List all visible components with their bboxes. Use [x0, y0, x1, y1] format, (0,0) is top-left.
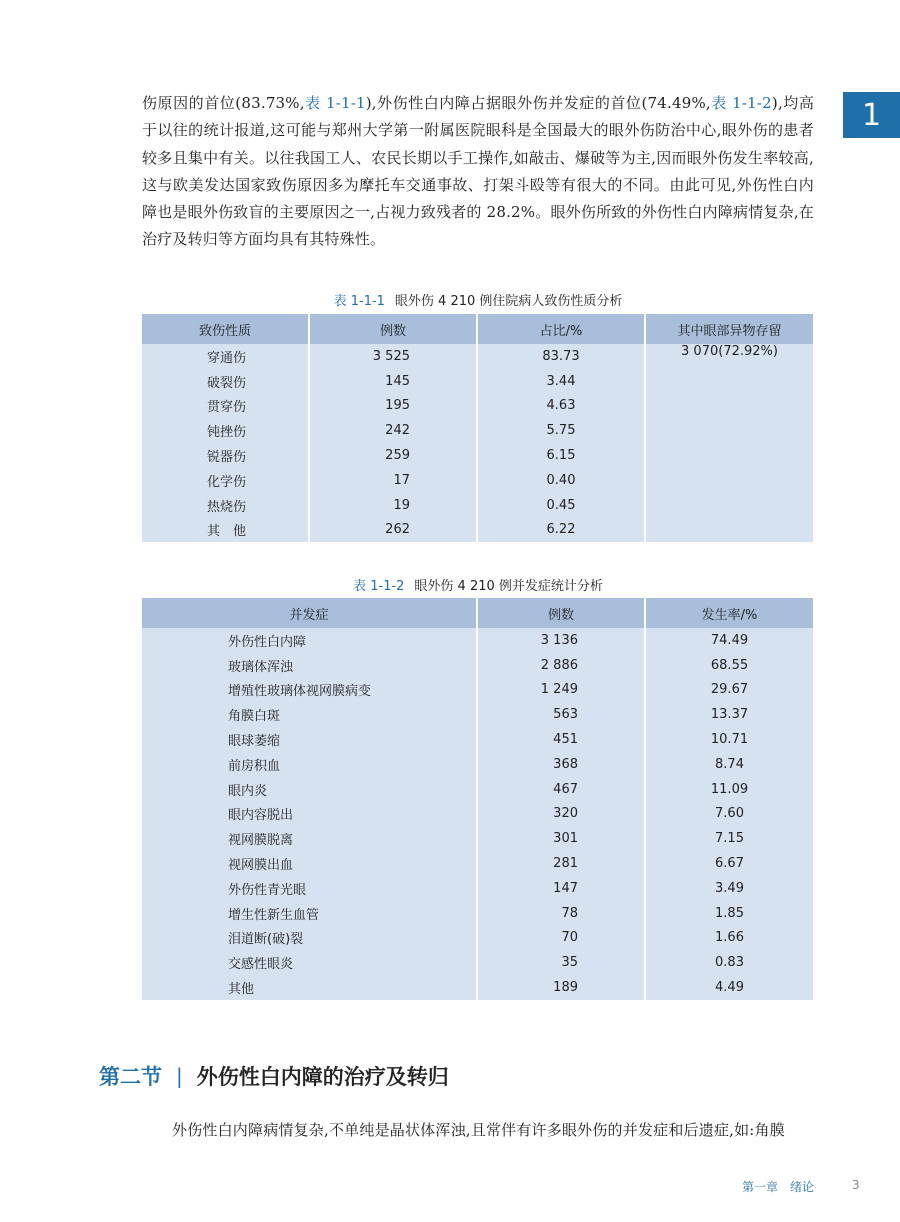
section-heading	[99, 1059, 449, 1093]
table-cell: 3 070(72.92%)	[681, 344, 778, 359]
table-cell: 147	[477, 876, 645, 901]
table-cell: 外伤性青光眼	[142, 876, 477, 901]
chapter-tab: 1	[843, 92, 900, 138]
table-row	[142, 851, 813, 876]
table-row	[142, 678, 813, 703]
table-cell: 7.60	[715, 806, 744, 822]
table-cell: 眼内炎	[142, 777, 477, 802]
table-header-row	[142, 598, 813, 628]
table-cell: 1.66	[715, 930, 744, 946]
column-header: 其中眼部异物存留	[677, 323, 782, 339]
table-cell: 0.45	[477, 493, 645, 518]
body-paragraph: 外伤性白内障病情复杂,不单纯是晶状体浑浊,且常伴有许多眼外伤的并发症和后遗症,如:角膜	[172, 1121, 785, 1139]
table-cell: 7.15	[715, 831, 744, 847]
table-cell: 玻璃体浑浊	[142, 653, 477, 678]
column-header: 并发症	[142, 598, 477, 628]
injury-nature-table	[142, 314, 813, 542]
table-cell: 交感性眼炎	[142, 950, 477, 975]
table-cell: 眼内容脱出	[142, 802, 477, 827]
column-header: 致伤性质	[142, 314, 309, 344]
table-cell: 68.55	[710, 657, 749, 673]
table-title: 眼外伤 4 210 例住院病人致伤性质分析	[394, 294, 623, 309]
footer-chapter-title: 第一章 绪论	[741, 1180, 814, 1194]
table-row	[142, 394, 813, 419]
column-header: 例数	[477, 598, 645, 628]
table-row	[142, 950, 813, 975]
para-text: ),外伤性白内障占据眼外伤并发症的首位(74.49%,	[365, 94, 711, 112]
table-cell	[645, 394, 813, 419]
body-paragraph	[142, 90, 814, 254]
table-cell: 贯穿伤	[142, 394, 309, 419]
table-cell: 6.22	[477, 518, 645, 543]
table-cell: 眼球萎缩	[142, 727, 477, 752]
table-row	[142, 926, 813, 951]
section-title: 外伤性白内障的治疗及转归	[196, 1065, 449, 1089]
table-cell: 外伤性白内障	[142, 628, 477, 653]
table-cell: 78	[477, 901, 645, 926]
table-cell: 467	[477, 777, 645, 802]
section-number: 第二节	[99, 1065, 162, 1089]
table-cell: 17	[309, 468, 477, 493]
table-cell	[645, 369, 813, 394]
table-row	[142, 826, 813, 851]
table-cell: 19	[309, 493, 477, 518]
table-cell: 70	[477, 926, 645, 951]
table-row	[142, 802, 813, 827]
table-cell: 3.44	[477, 369, 645, 394]
table-cell	[645, 493, 813, 518]
table-row	[142, 727, 813, 752]
table-cell: 视网膜脱离	[142, 826, 477, 851]
table-header-row	[142, 314, 813, 344]
table-row	[142, 369, 813, 394]
table-cell: 锐器伤	[142, 443, 309, 468]
table-cell: 破裂伤	[142, 369, 309, 394]
para-text: ),均高于以往的统计报道,这可能与郑州大学第一附属医院眼科是全国最大的眼外伤防治中心,眼外伤的患者较多且集中有关。以往我国工人、农民长期以手工操作,如敲击、爆破等为主,因而眼外伤发生率较高,这与欧美发达国家致伤原因多为摩托车交通事故、打架斗殴等有很大的不同。由此可见,外伤性白内障也是眼外伤致盲的主要原因之一,占视力致残者的 28.2%。眼外伤所致的外伤性白内障病情复杂,在治疗及转归等方面均具有其特殊性。	[142, 94, 815, 249]
table-row	[142, 493, 813, 518]
table-cell: 29.67	[710, 682, 749, 698]
table-reference-link[interactable]: 表 1-1-2	[710, 94, 772, 112]
table-number: 表 1-1-1	[333, 294, 385, 309]
table-cell: 74.49	[710, 632, 749, 648]
table-cell: 其 他	[142, 518, 309, 543]
table-cell: 8.74	[715, 756, 744, 772]
table-cell: 563	[477, 702, 645, 727]
table-cell: 83.73	[477, 344, 645, 369]
table-cell: 368	[477, 752, 645, 777]
table-cell: 1 249	[477, 678, 645, 703]
table-cell: 0.40	[477, 468, 645, 493]
table-row	[142, 901, 813, 926]
table-cell: 145	[309, 369, 477, 394]
table-row	[142, 518, 813, 543]
table-cell: 4.49	[715, 980, 744, 996]
column-header: 发生率/%	[701, 607, 758, 623]
table-cell: 195	[309, 394, 477, 419]
table-cell: 钝挫伤	[142, 418, 309, 443]
table-cell: 262	[309, 518, 477, 543]
table-cell: 穿通伤	[142, 344, 309, 369]
table-cell: 热烧伤	[142, 493, 309, 518]
table-row	[142, 975, 813, 1000]
table-row	[142, 443, 813, 468]
table-caption	[142, 290, 814, 309]
column-header: 例数	[309, 314, 477, 344]
table-number: 表 1-1-2	[353, 579, 405, 594]
table-row	[142, 628, 813, 653]
table-cell: 化学伤	[142, 468, 309, 493]
table-row	[142, 752, 813, 777]
table-row	[142, 777, 813, 802]
table-cell: 35	[477, 950, 645, 975]
table-cell: 13.37	[710, 707, 749, 723]
table-cell: 3.49	[715, 880, 744, 896]
table-row	[142, 468, 813, 493]
table-row	[142, 344, 813, 369]
table-cell: 其他	[142, 975, 477, 1000]
table-cell: 320	[477, 802, 645, 827]
table-cell: 6.15	[477, 443, 645, 468]
table-cell: 3 525	[309, 344, 477, 369]
para-text: 伤原因的首位(83.73%,	[142, 94, 305, 112]
complication-table	[142, 598, 813, 1000]
table-cell: 6.67	[715, 856, 744, 872]
column-header: 占比/%	[477, 314, 645, 344]
table-cell: 3 136	[477, 628, 645, 653]
table-cell: 角膜白斑	[142, 702, 477, 727]
table-cell: 视网膜出血	[142, 851, 477, 876]
table-cell: 前房积血	[142, 752, 477, 777]
table-cell: 增生性新生血管	[142, 901, 477, 926]
table-cell: 1.85	[715, 905, 744, 921]
table-title: 眼外伤 4 210 例并发症统计分析	[414, 579, 603, 594]
table-row	[142, 418, 813, 443]
table-row	[142, 876, 813, 901]
table-cell	[645, 418, 813, 443]
table-caption	[142, 575, 814, 594]
table-cell: 301	[477, 826, 645, 851]
table-cell	[645, 443, 813, 468]
table-cell: 0.83	[715, 955, 744, 971]
page-number: 3	[852, 1178, 860, 1192]
table-cell: 增殖性玻璃体视网膜病变	[142, 678, 477, 703]
table-reference-link[interactable]: 表 1-1-1	[304, 94, 366, 112]
table-cell: 4.63	[477, 394, 645, 419]
table-cell: 242	[309, 418, 477, 443]
table-cell: 5.75	[477, 418, 645, 443]
table-cell: 2 886	[477, 653, 645, 678]
section-separator: |	[176, 1064, 183, 1088]
table-cell: 泪道断(破)裂	[142, 926, 477, 951]
table-cell: 10.71	[710, 732, 749, 748]
table-cell: 189	[477, 975, 645, 1000]
table-cell: 281	[477, 851, 645, 876]
table-cell: 451	[477, 727, 645, 752]
table-cell: 11.09	[710, 781, 749, 797]
table-row	[142, 653, 813, 678]
table-cell	[645, 518, 813, 543]
table-row	[142, 702, 813, 727]
table-cell	[645, 468, 813, 493]
table-cell: 259	[309, 443, 477, 468]
